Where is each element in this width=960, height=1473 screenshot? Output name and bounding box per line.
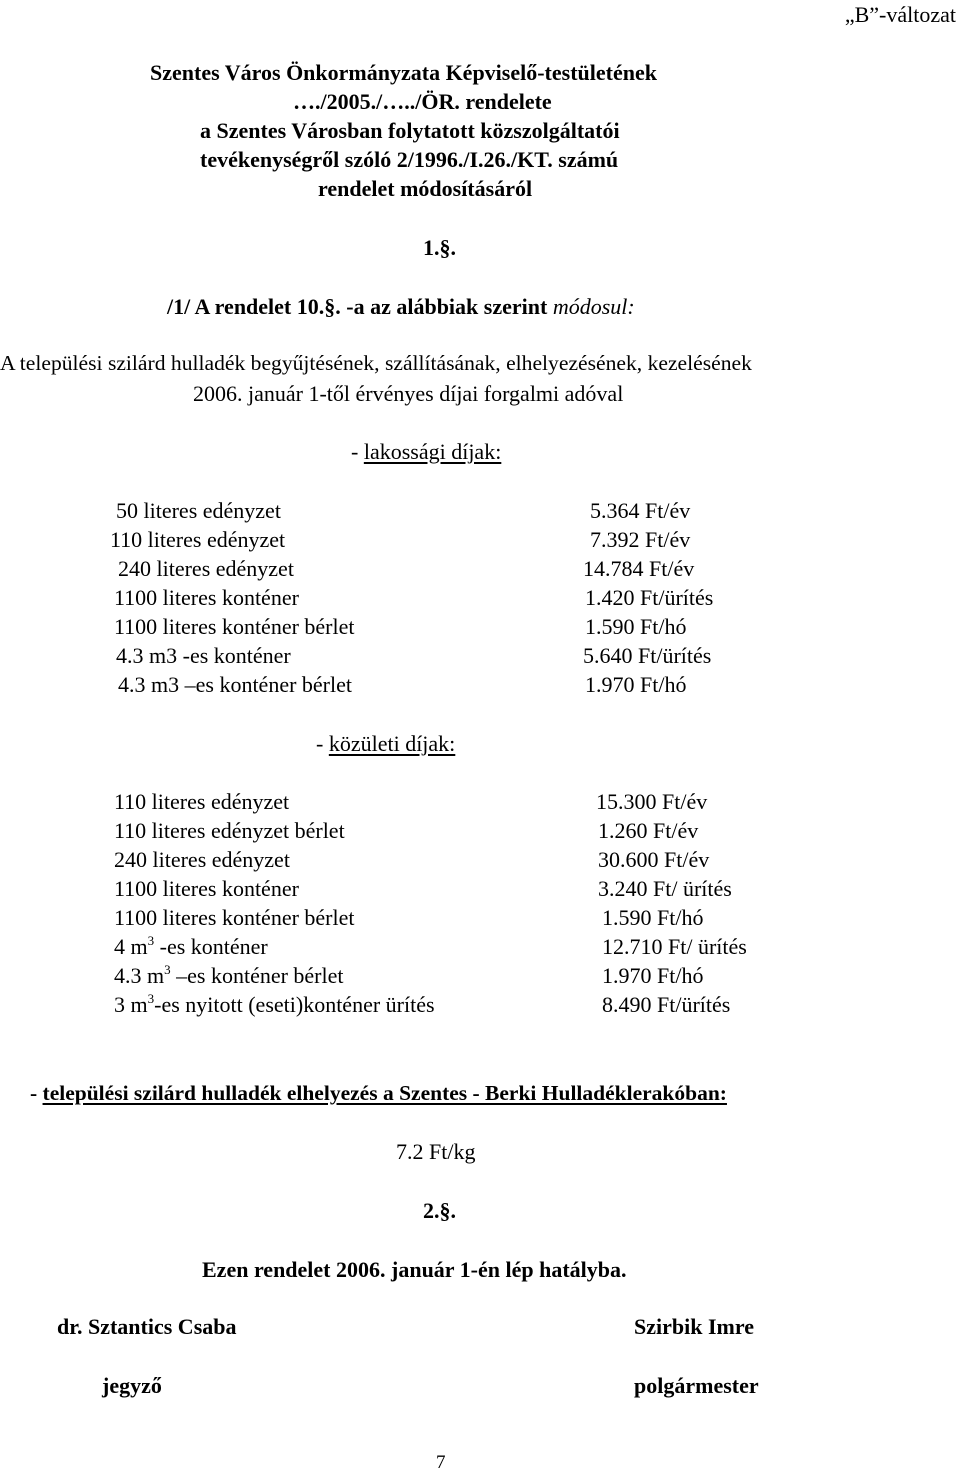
public-item: 240 literes edényzet bbox=[114, 847, 290, 872]
residential-item: 1100 literes konténer bbox=[114, 585, 299, 610]
amendment-italic: módosul: bbox=[552, 294, 635, 319]
public-price: 1.260 Ft/év bbox=[598, 818, 699, 843]
superscript: 3 bbox=[147, 933, 155, 948]
signature-name-notary: dr. Sztantics Csaba bbox=[57, 1314, 237, 1339]
public-heading bbox=[316, 733, 455, 755]
public-item: 1100 literes konténer bérlet bbox=[114, 905, 355, 930]
landfill-heading-text: települési szilárd hulladék elhelyezés a Szentes - Berki Hulladéklerakóban: bbox=[42, 1081, 727, 1105]
public-item-text: 4 m bbox=[114, 934, 148, 959]
residential-heading bbox=[351, 441, 501, 463]
public-price: 12.710 Ft/ ürítés bbox=[602, 934, 747, 959]
landfill-price: 7.2 Ft/kg bbox=[396, 1139, 476, 1164]
public-item-text: 4.3 m bbox=[114, 963, 165, 988]
amendment-text: /1/ A rendelet 10.§. -a az alábbiak szerint bbox=[167, 294, 553, 319]
public-price: 15.300 Ft/év bbox=[596, 789, 708, 814]
public-item bbox=[114, 991, 435, 1017]
landfill-heading bbox=[30, 1083, 727, 1105]
public-item: 110 literes edényzet bbox=[114, 789, 290, 814]
public-heading-dash: - bbox=[316, 731, 329, 756]
residential-heading-text: lakossági díjak: bbox=[363, 439, 502, 464]
residential-price: 1.970 Ft/hó bbox=[585, 672, 687, 697]
residential-item: 4.3 m3 –es konténer bérlet bbox=[118, 672, 352, 697]
title-line-1: Szentes Város Önkormányzata Képviselő-testületének bbox=[150, 60, 657, 85]
residential-item: 1100 literes konténer bérlet bbox=[114, 614, 355, 639]
residential-item: 50 literes edényzet bbox=[116, 498, 281, 523]
variant-label: „B”-változat bbox=[844, 2, 956, 27]
residential-price: 1.420 Ft/ürítés bbox=[585, 585, 714, 610]
residential-price: 5.364 Ft/év bbox=[590, 498, 691, 523]
intro-line-2: 2006. január 1-től érvényes díjai forgalmi adóval bbox=[193, 381, 624, 406]
signature-name-mayor: Szirbik Imre bbox=[634, 1314, 754, 1339]
public-item: 110 literes edényzet bérlet bbox=[114, 818, 345, 843]
title-line-4: tevékenységről szóló 2/1996./I.26./KT. számú bbox=[200, 147, 619, 172]
superscript: 3 bbox=[164, 962, 171, 977]
title-line-5: rendelet módosításáról bbox=[318, 176, 533, 201]
public-item bbox=[114, 962, 344, 988]
public-price: 8.490 Ft/ürítés bbox=[602, 992, 731, 1017]
residential-price: 7.392 Ft/év bbox=[590, 527, 691, 552]
signature-role-notary: jegyző bbox=[102, 1373, 162, 1398]
public-item-text: –es konténer bérlet bbox=[170, 963, 344, 988]
signature-role-mayor: polgármester bbox=[634, 1373, 759, 1398]
public-item-text: 3 m bbox=[114, 992, 148, 1017]
title-line-2: …./2005./…../ÖR. rendelete bbox=[293, 89, 552, 114]
section-2-heading: 2.§. bbox=[423, 1198, 456, 1223]
public-item-text: -es nyitott (eseti)konténer ürítés bbox=[154, 992, 435, 1017]
residential-price: 14.784 Ft/év bbox=[583, 556, 695, 581]
amendment-clause bbox=[167, 296, 635, 318]
residential-item: 240 literes edényzet bbox=[118, 556, 294, 581]
landfill-heading-dash: - bbox=[30, 1081, 43, 1105]
public-price: 3.240 Ft/ ürítés bbox=[598, 876, 732, 901]
residential-item: 110 literes edényzet bbox=[110, 527, 286, 552]
page-number: 7 bbox=[436, 1452, 446, 1473]
public-item-text: -es konténer bbox=[154, 934, 268, 959]
public-item bbox=[114, 933, 268, 959]
residential-price: 1.590 Ft/hó bbox=[585, 614, 687, 639]
residential-item: 4.3 m3 -es konténer bbox=[116, 643, 291, 668]
public-item: 1100 literes konténer bbox=[114, 876, 299, 901]
intro-line-1: A települési szilárd hulladék begyűjtésének, szállításának, elhelyezésének, kezelésének bbox=[0, 351, 752, 375]
effective-date-text: Ezen rendelet 2006. január 1-én lép hatályba. bbox=[202, 1257, 627, 1282]
public-heading-text: közületi díjak: bbox=[328, 731, 456, 756]
section-1-heading: 1.§. bbox=[423, 235, 456, 260]
public-price: 1.590 Ft/hó bbox=[602, 905, 704, 930]
residential-price: 5.640 Ft/ürítés bbox=[583, 643, 712, 668]
public-price: 1.970 Ft/hó bbox=[602, 963, 704, 988]
residential-heading-dash: - bbox=[351, 439, 364, 464]
public-price: 30.600 Ft/év bbox=[598, 847, 710, 872]
superscript: 3 bbox=[147, 991, 155, 1006]
title-line-3: a Szentes Városban folytatott közszolgáltatói bbox=[200, 118, 620, 143]
